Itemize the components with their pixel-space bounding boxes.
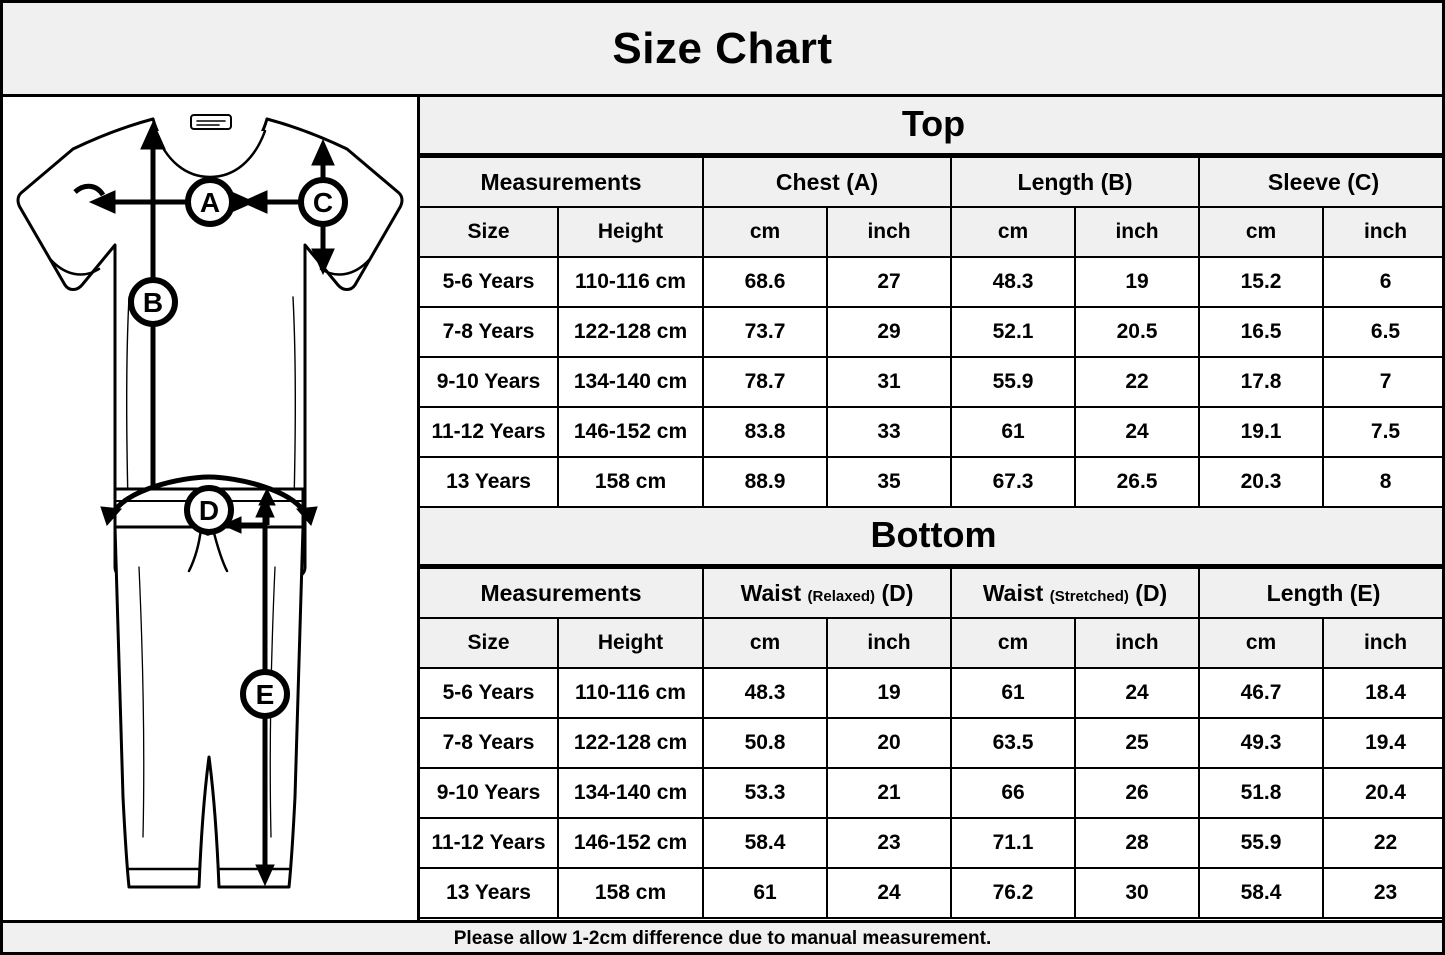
cell-length-inch: 22: [1075, 357, 1199, 407]
cell-chest-inch: 27: [827, 257, 951, 307]
table-row: [420, 768, 1445, 818]
waist-stretched-note: (Stretched): [1049, 587, 1129, 605]
top-col-chest-cm: cm: [703, 207, 827, 257]
chart-body: [3, 97, 1442, 920]
svg-text:C: C: [312, 187, 334, 218]
table-row: [420, 257, 1445, 307]
cell-size: 11-12 Years: [420, 818, 558, 868]
cell-waist-stretched-inch: 26: [1075, 768, 1199, 818]
page-title: Size Chart: [612, 23, 833, 73]
table-row: [420, 868, 1445, 918]
cell-length-inch: 19: [1075, 257, 1199, 307]
cell-waist-stretched-inch: 30: [1075, 868, 1199, 918]
cell-waist-stretched-inch: 24: [1075, 668, 1199, 718]
cell-waist-relaxed-inch: 20: [827, 718, 951, 768]
table-row: [420, 457, 1445, 507]
cell-length-inch: 22: [1323, 818, 1445, 868]
cell-chest-cm: 68.6: [703, 257, 827, 307]
cell-length-cm: 52.1: [951, 307, 1075, 357]
waist-stretched-tail: (D): [1135, 579, 1168, 606]
cell-length-inch: 23: [1323, 868, 1445, 918]
cell-length-cm: 48.3: [951, 257, 1075, 307]
top-col-sleeve-inch: inch: [1323, 207, 1445, 257]
section-heading-bottom: Bottom: [420, 508, 1445, 567]
garment-illustration: [3, 97, 420, 920]
cell-length-inch: 19.4: [1323, 718, 1445, 768]
table-row: [420, 307, 1445, 357]
bottom-size-table: [420, 567, 1445, 919]
cell-waist-relaxed-inch: 19: [827, 668, 951, 718]
cell-waist-stretched-cm: 76.2: [951, 868, 1075, 918]
cell-sleeve-cm: 19.1: [1199, 407, 1323, 457]
cell-length-cm: 49.3: [1199, 718, 1323, 768]
cell-length-inch: 24: [1075, 407, 1199, 457]
cell-height: 158 cm: [558, 868, 703, 918]
cell-sleeve-inch: 8: [1323, 457, 1445, 507]
cell-waist-relaxed-cm: 48.3: [703, 668, 827, 718]
cell-waist-relaxed-inch: 21: [827, 768, 951, 818]
svg-text:B: B: [142, 287, 164, 318]
cell-length-cm: 61: [951, 407, 1075, 457]
cell-height: 134-140 cm: [558, 768, 703, 818]
top-col-sleeve-cm: cm: [1199, 207, 1323, 257]
waist-relaxed-tail: (D): [881, 579, 914, 606]
bottom-group-header-waist-relaxed: [703, 568, 951, 618]
top-group-header-length: Length (B): [951, 157, 1199, 207]
bottom-col-waist-relaxed-inch: inch: [827, 618, 951, 668]
bottom-group-header-measurements: Measurements: [420, 568, 703, 618]
top-col-length-cm: cm: [951, 207, 1075, 257]
cell-chest-cm: 73.7: [703, 307, 827, 357]
cell-waist-stretched-cm: 63.5: [951, 718, 1075, 768]
waist-stretched-main: Waist: [982, 579, 1044, 606]
cell-chest-cm: 88.9: [703, 457, 827, 507]
cell-waist-relaxed-inch: 24: [827, 868, 951, 918]
top-col-length-inch: inch: [1075, 207, 1199, 257]
cell-size: 13 Years: [420, 457, 558, 507]
cell-size: 9-10 Years: [420, 768, 558, 818]
cell-sleeve-inch: 6.5: [1323, 307, 1445, 357]
bottom-group-header-row: [420, 568, 1445, 618]
chart-title-bar: [3, 3, 1442, 97]
cell-sleeve-cm: 16.5: [1199, 307, 1323, 357]
cell-height: 146-152 cm: [558, 818, 703, 868]
table-row: [420, 718, 1445, 768]
bottom-col-waist-stretched-cm: cm: [951, 618, 1075, 668]
cell-size: 5-6 Years: [420, 257, 558, 307]
cell-length-inch: 20.5: [1075, 307, 1199, 357]
top-group-header-row: [420, 157, 1445, 207]
cell-waist-relaxed-cm: 61: [703, 868, 827, 918]
cell-size: 7-8 Years: [420, 307, 558, 357]
cell-size: 5-6 Years: [420, 668, 558, 718]
cell-sleeve-inch: 6: [1323, 257, 1445, 307]
garment-diagram-svg: [3, 97, 417, 917]
table-row: [420, 407, 1445, 457]
cell-height: 158 cm: [558, 457, 703, 507]
waist-relaxed-note: (Relaxed): [807, 587, 876, 605]
bottom-group-header-waist-stretched: [951, 568, 1199, 618]
footer-note: [3, 920, 1442, 955]
cell-length-cm: 55.9: [1199, 818, 1323, 868]
cell-height: 146-152 cm: [558, 407, 703, 457]
cell-waist-relaxed-inch: 23: [827, 818, 951, 868]
cell-length-cm: 67.3: [951, 457, 1075, 507]
cell-size: 11-12 Years: [420, 407, 558, 457]
top-col-size: Size: [420, 207, 558, 257]
cell-chest-inch: 29: [827, 307, 951, 357]
top-group-header-measurements: Measurements: [420, 157, 703, 207]
top-col-height: Height: [558, 207, 703, 257]
table-row: [420, 818, 1445, 868]
bottom-sub-header-row: [420, 618, 1445, 668]
svg-text:D: D: [198, 495, 220, 526]
table-row: [420, 668, 1445, 718]
cell-length-inch: 20.4: [1323, 768, 1445, 818]
cell-height: 134-140 cm: [558, 357, 703, 407]
waist-relaxed-main: Waist: [740, 579, 802, 606]
cell-chest-inch: 33: [827, 407, 951, 457]
cell-length-cm: 55.9: [951, 357, 1075, 407]
cell-sleeve-inch: 7.5: [1323, 407, 1445, 457]
footer-note-text: Please allow 1-2cm difference due to manual measurement.: [453, 928, 992, 949]
bottom-col-waist-relaxed-cm: cm: [703, 618, 827, 668]
cell-waist-stretched-cm: 66: [951, 768, 1075, 818]
svg-text:E: E: [255, 679, 275, 710]
tables-column: [420, 97, 1445, 920]
cell-length-cm: 58.4: [1199, 868, 1323, 918]
bottom-col-waist-stretched-inch: inch: [1075, 618, 1199, 668]
cell-length-inch: 18.4: [1323, 668, 1445, 718]
top-group-header-sleeve: Sleeve (C): [1199, 157, 1445, 207]
cell-sleeve-inch: 7: [1323, 357, 1445, 407]
bottom-col-length-cm: cm: [1199, 618, 1323, 668]
cell-waist-relaxed-cm: 50.8: [703, 718, 827, 768]
top-size-table: [420, 156, 1445, 508]
cell-waist-relaxed-cm: 53.3: [703, 768, 827, 818]
cell-length-cm: 51.8: [1199, 768, 1323, 818]
cell-chest-inch: 35: [827, 457, 951, 507]
bottom-col-height: Height: [558, 618, 703, 668]
cell-waist-stretched-cm: 61: [951, 668, 1075, 718]
cell-size: 13 Years: [420, 868, 558, 918]
cell-waist-stretched-inch: 25: [1075, 718, 1199, 768]
cell-size: 9-10 Years: [420, 357, 558, 407]
svg-text:A: A: [199, 187, 221, 218]
table-row: [420, 357, 1445, 407]
cell-waist-stretched-cm: 71.1: [951, 818, 1075, 868]
section-heading-top: Top: [420, 97, 1445, 156]
bottom-group-header-length: Length (E): [1199, 568, 1445, 618]
cell-size: 7-8 Years: [420, 718, 558, 768]
cell-chest-inch: 31: [827, 357, 951, 407]
cell-height: 122-128 cm: [558, 718, 703, 768]
cell-height: 110-116 cm: [558, 257, 703, 307]
top-col-chest-inch: inch: [827, 207, 951, 257]
cell-length-cm: 46.7: [1199, 668, 1323, 718]
bottom-col-length-inch: inch: [1323, 618, 1445, 668]
cell-sleeve-cm: 20.3: [1199, 457, 1323, 507]
top-group-header-chest: Chest (A): [703, 157, 951, 207]
cell-height: 122-128 cm: [558, 307, 703, 357]
bottom-col-size: Size: [420, 618, 558, 668]
cell-waist-stretched-inch: 28: [1075, 818, 1199, 868]
cell-length-inch: 26.5: [1075, 457, 1199, 507]
cell-chest-cm: 78.7: [703, 357, 827, 407]
cell-chest-cm: 83.8: [703, 407, 827, 457]
cell-sleeve-cm: 17.8: [1199, 357, 1323, 407]
cell-height: 110-116 cm: [558, 668, 703, 718]
cell-waist-relaxed-cm: 58.4: [703, 818, 827, 868]
cell-sleeve-cm: 15.2: [1199, 257, 1323, 307]
top-sub-header-row: [420, 207, 1445, 257]
